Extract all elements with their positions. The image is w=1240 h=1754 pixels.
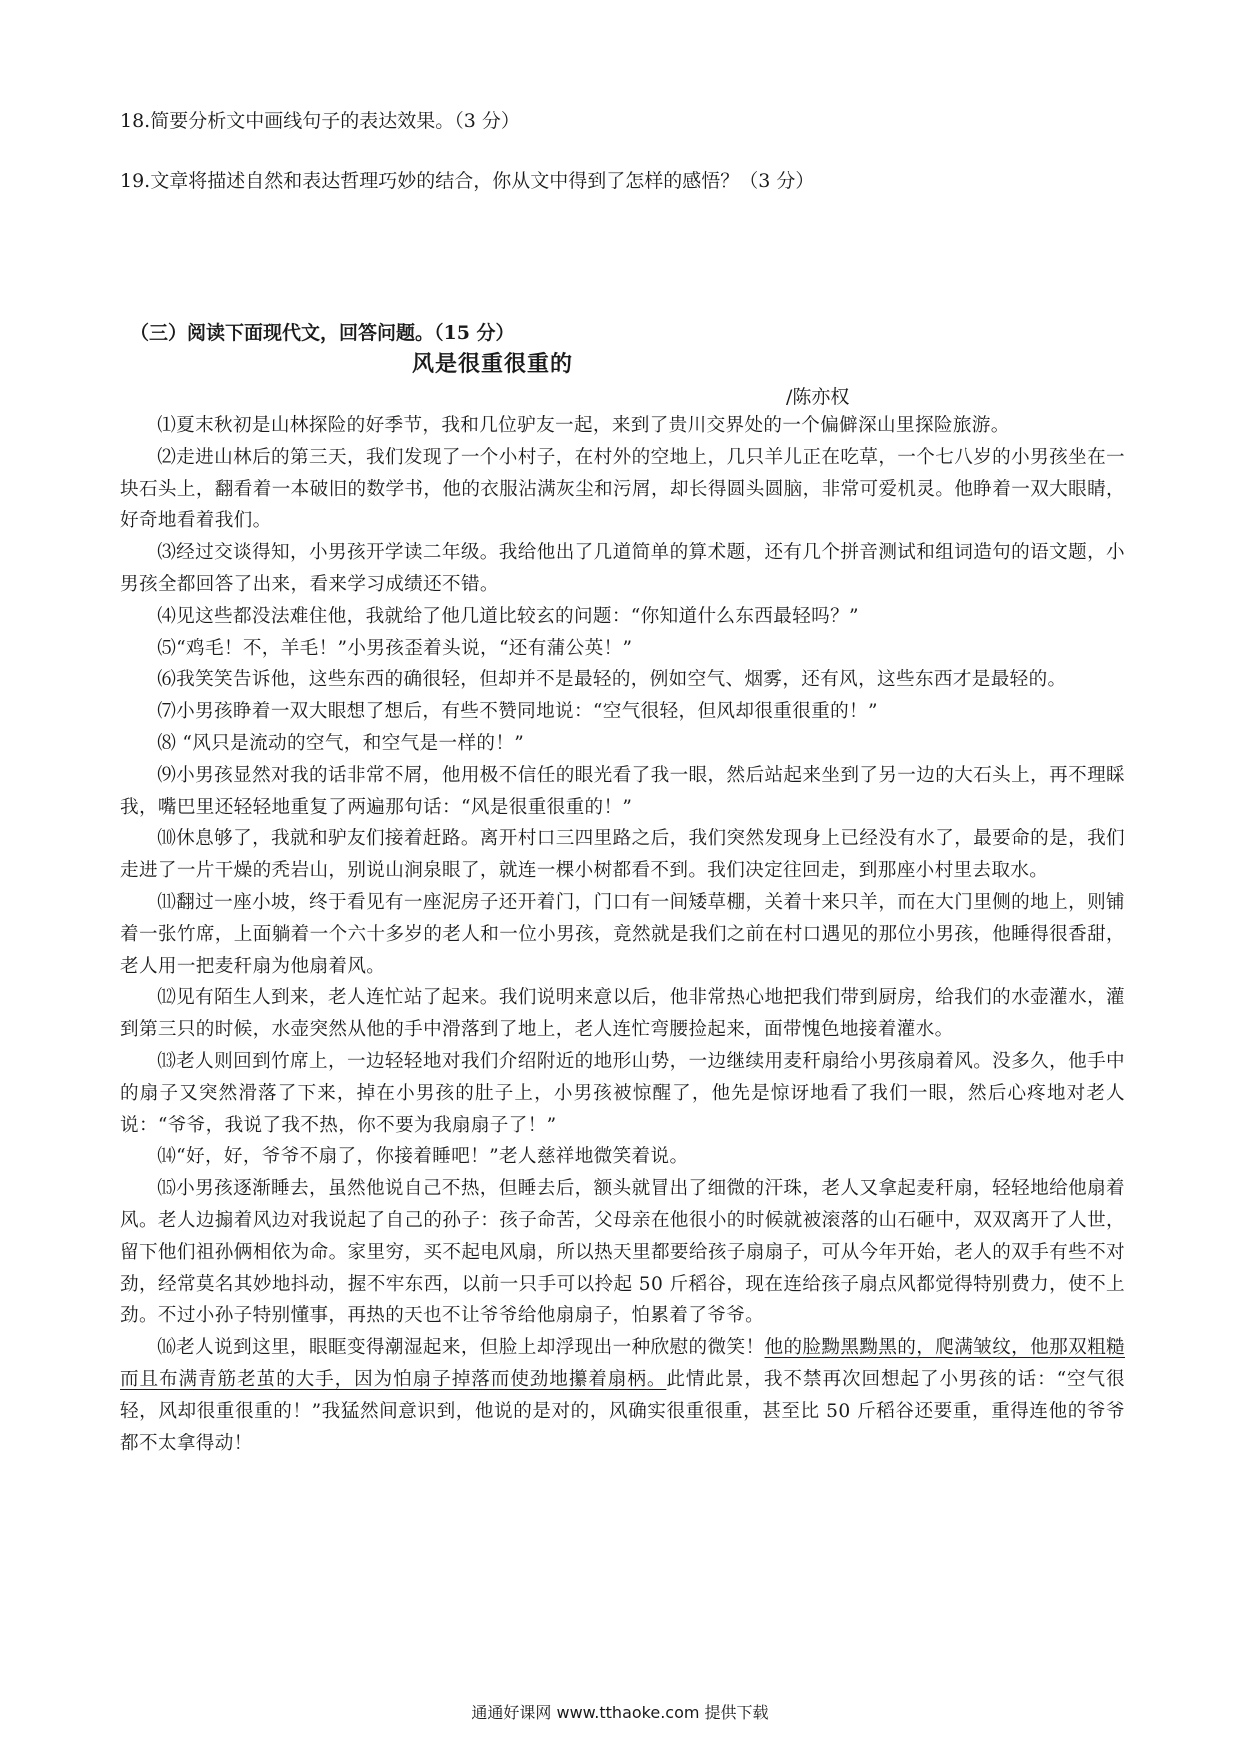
paragraph-5: ⑸“鸡毛！不，羊毛！”小男孩歪着头说，“还有蒲公英！” [157,637,633,659]
article-author: /陈亦权 [786,386,850,408]
paragraph-15: ⒂小男孩逐渐睡去，虽然他说自己不热，但睡去后，额头就冒出了细微的汗珠，老人又拿起麦秆扇，轻轻地给他扇着风。老人边搧着风边对我说起了自己的孙子：孩子命苦，父母亲在他很小的时候就被滚落的山石砸中，双双离开了人世，留下他们祖孙俩相依为命。家里穷，买不起电风扇，所以热天里都要给孩子扇扇子，可从今年开始，老人的双手有些不对劲，经常莫名其妙地抖动，握不牢东西，以前一只手可以拎起 50 斤稻谷，现在连给孩子扇点风都觉得特别费力，使不上劲。不过小孙子特别懂事，再热的天也不让爷爷给他扇扇子，怕累着了爷爷。 [120,1178,1125,1327]
paragraph-2: ⑵走进山林后的第三天，我们发现了一个小村子，在村外的空地上，几只羊儿正在吃草，一个七八岁的小男孩坐在一块石头上，翻看着一本破旧的数学书，他的衣服沾满灰尘和污屑，却长得圆头圆脑，非常可爱机灵。他睁着一双大眼睛，好奇地看着我们。 [120,446,1125,532]
paragraph-10: ⑽休息够了，我就和驴友们接着赶路。离开村口三四里路之后，我们突然发现身上已经没有水了，最要命的是，我们走进了一片干燥的秃岩山，别说山涧泉眼了，就连一棵小树都看不到。我们决定往回走，到那座小村里去取水。 [120,828,1125,882]
question-19: 19.文章将描述自然和表达哲理巧妙的结合，你从文中得到了怎样的感悟？（3 分） [120,170,815,192]
paragraph-12: ⑿见有陌生人到来，老人连忙站了起来。我们说明来意以后，他非常热心地把我们带到厨房，给我们的水壶灌水，灌到第三只的时候，水壶突然从他的手中滑落到了地上，老人连忙弯腰捡起来，面带愧色地接着灌水。 [120,987,1125,1041]
underlined-sentence: 他的脸黝黑黝黑的，爬满皱纹，他那双粗糙而且布满青筋老茧的大手，因为怕扇子掉落而使劲地攥着扇柄。 [120,1337,1125,1390]
article-body [120,410,1125,1459]
paragraph-3: ⑶经过交谈得知，小男孩开学读二年级。我给他出了几道简单的算术题，还有几个拼音测试和组词造句的语文题，小男孩全都回答了出来，看来学习成绩还不错。 [120,542,1125,595]
paragraph-11: ⑾翻过一座小坡，终于看见有一座泥房子还开着门，门口有一间矮草棚，关着十来只羊，而在大门里侧的地上，则铺着一张竹席，上面躺着一个六十多岁的老人和一位小男孩，竟然就是我们之前在村口遇见的那位小男孩，他睡得很香甜，老人用一把麦秆扇为他扇着风。 [120,891,1125,977]
paragraph-1: ⑴夏末秋初是山林探险的好季节，我和几位驴友一起，来到了贵川交界处的一个偏僻深山里探险旅游。 [157,415,1010,436]
paragraph-13: ⒀老人则回到竹席上，一边轻轻地对我们介绍附近的地形山势，一边继续用麦秆扇给小男孩扇着风。没多久，他手中的扇子又突然滑落了下来，掉在小男孩的肚子上，小男孩被惊醒了，他先是惊讶地看了我们一眼，然后心疼地对老人说：“爷爷，我说了我不热，你不要为我扇扇子了！” [120,1050,1125,1136]
section-heading: （三）阅读下面现代文，回答问题。（15 分） [130,322,515,344]
paragraph-16: ⒃老人说到这里，眼眶变得潮湿起来，但脸上却浮现出一种欣慰的微笑！他的脸黝黑黝黑的，爬满皱纹，他那双粗糙而且布满青筋老茧的大手，因为怕扇子掉落而使劲地攥着扇柄。此情此景，我不禁再次回想起了小男孩的话：“空气很轻，风却很重很重的！”我猛然间意识到，他说的是对的，风确实很重很重，甚至比 50 斤稻谷还要重，重得连他的爷爷都不太拿得动！ [120,1337,1125,1454]
paragraph-14: ⒁“好，好，爷爷不扇了，你接着睡吧！”老人慈祥地微笑着说。 [157,1146,689,1168]
page-footer: 通通好课网 www.tthaoke.com 提供下载 [471,1703,769,1722]
paragraph-4: ⑷见这些都没法难住他，我就给了他几道比较玄的问题：“你知道什么东西最轻吗？” [157,605,859,627]
paragraph-8: ⑻ “风只是流动的空气，和空气是一样的！” [157,732,525,754]
paragraph-9: ⑼小男孩显然对我的话非常不屑，他用极不信任的眼光看了我一眼，然后站起来坐到了另一边的大石头上，再不理睬我，嘴巴里还轻轻地重复了两遍那句话：“风是很重很重的！” [120,764,1125,818]
question-18: 18.简要分析文中画线句子的表达效果。（3 分） [120,110,520,132]
paragraph-7: ⑺小男孩睁着一双大眼想了想后，有些不赞同地说：“空气很轻，但风却很重很重的！” [157,701,878,723]
article-title: 风是很重很重的 [412,351,574,377]
paragraph-6: ⑹我笑笑告诉他，这些东西的确很轻，但却并不是最轻的，例如空气、烟雾，还有风，这些东西才是最轻的。 [157,669,1067,691]
